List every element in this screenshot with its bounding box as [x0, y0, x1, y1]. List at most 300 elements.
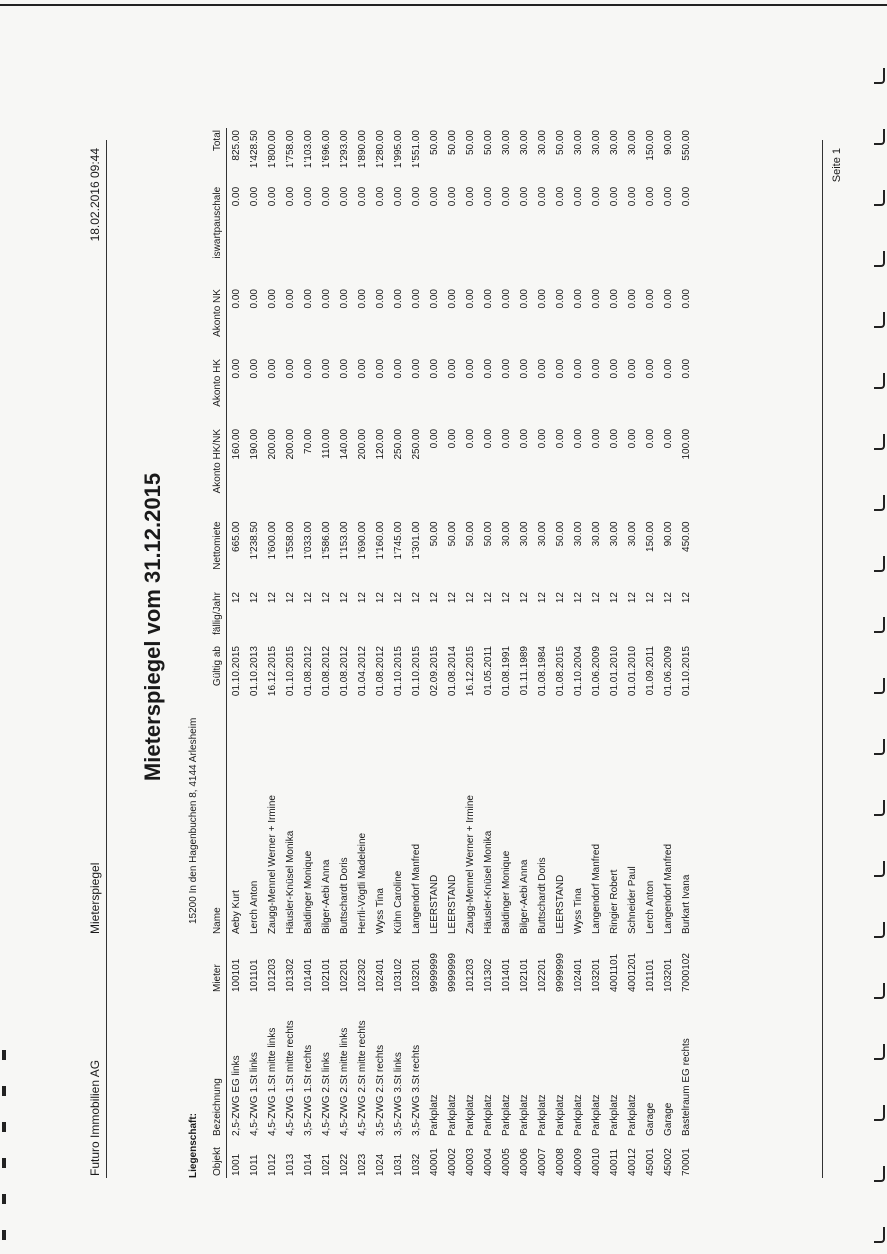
cell-faellig: 12: [446, 592, 458, 604]
cell-mieter: 4001201: [626, 953, 638, 992]
col-gueltig: Gültig ab: [212, 644, 227, 722]
cell-gueltig: 02.09.2015: [428, 646, 440, 697]
company-name: Futuro Immobilien AG: [88, 1059, 102, 1176]
cell-akonto-nk: 0.00: [536, 289, 548, 309]
cell-gueltig: 01.06.2009: [662, 646, 674, 697]
cell-mieter: 103201: [590, 958, 602, 992]
cell-gueltig: 01.10.2015: [230, 646, 242, 697]
cell-mieter: 101101: [248, 959, 260, 992]
cell-akonto-hknk: 70.00: [302, 428, 314, 454]
cell-pauschale: 0.00: [662, 186, 674, 207]
cell-pauschale: 0.00: [464, 186, 476, 207]
cell-bezeichnung: 4,5-ZWG 1.St mitte rechts: [284, 1020, 296, 1136]
cell-akonto-nk: 0.00: [284, 289, 296, 309]
cell-pauschale: 0.00: [428, 186, 440, 207]
cell-bezeichnung: Parkplatz: [572, 1094, 584, 1136]
cell-akonto-hk: 0.00: [266, 358, 278, 379]
cell-netto: 50.00: [464, 521, 476, 547]
cell-gueltig: 01.10.2004: [572, 646, 584, 697]
cell-pauschale: 0.00: [518, 186, 530, 207]
cell-name: Langendorf Manfred: [410, 843, 422, 935]
cell-netto: 50.00: [554, 521, 566, 547]
cell-objekt: 40012: [626, 1148, 638, 1176]
cell-akonto-nk: 0.00: [590, 289, 602, 309]
cell-total: 1'995.00: [392, 130, 404, 169]
cell-akonto-hk: 0.00: [356, 358, 368, 379]
table-row: [641, 128, 659, 1178]
cell-name: Lerch Anton: [644, 880, 656, 935]
cell-netto: 30.00: [572, 521, 584, 547]
cell-pauschale: 0.00: [446, 186, 458, 207]
cell-akonto-hk: 0.00: [338, 358, 350, 379]
cell-objekt: 1024: [374, 1153, 386, 1176]
cell-akonto-hk: 0.00: [662, 358, 674, 379]
cell-bezeichnung: Parkplatz: [590, 1094, 602, 1136]
cell-pauschale: 0.00: [266, 186, 278, 207]
cell-akonto-hknk: 0.00: [500, 428, 512, 449]
cell-total: 1'758.00: [284, 130, 296, 169]
cell-pauschale: 0.00: [356, 186, 368, 207]
cell-objekt: 40010: [590, 1148, 602, 1176]
cell-pauschale: 0.00: [536, 186, 548, 207]
cell-total: 550.00: [680, 130, 692, 161]
cell-netto: 1'745.00: [392, 521, 404, 560]
cell-name: Häusler-Knüsel Monika: [482, 830, 494, 935]
cell-total: 30.00: [536, 130, 548, 156]
cell-gueltig: 01.01.2010: [626, 646, 638, 697]
cell-gueltig: 01.08.2015: [554, 646, 566, 697]
cell-total: 825.00: [230, 130, 242, 161]
cell-akonto-nk: 0.00: [500, 289, 512, 309]
cell-faellig: 12: [644, 592, 656, 604]
cell-mieter: 9999999: [428, 953, 440, 992]
cell-akonto-nk: 0.00: [230, 289, 242, 309]
cell-mieter: 100101: [230, 958, 242, 992]
cell-bezeichnung: 4,5-ZWG 2.St links: [320, 1052, 332, 1136]
cell-objekt: 1031: [392, 1153, 404, 1176]
print-datetime: 18.02.2016 09:44: [88, 148, 102, 242]
cell-faellig: 12: [464, 592, 476, 604]
cell-faellig: 12: [590, 592, 602, 604]
cell-objekt: 45002: [662, 1148, 674, 1176]
cell-bezeichnung: Parkplatz: [500, 1094, 512, 1136]
cell-akonto-nk: 0.00: [680, 289, 692, 309]
table-row: [515, 128, 533, 1178]
cell-faellig: 12: [230, 592, 242, 604]
cell-akonto-hk: 0.00: [464, 358, 476, 379]
cell-objekt: 45001: [644, 1148, 656, 1176]
cell-netto: 1'153.00: [338, 521, 350, 560]
cell-akonto-hk: 0.00: [644, 358, 656, 379]
cell-netto: 450.00: [680, 521, 692, 552]
cell-gueltig: 01.11.1989: [518, 646, 530, 696]
cell-bezeichnung: Parkplatz: [608, 1094, 620, 1136]
cell-mieter: 7000102: [680, 953, 692, 992]
cell-objekt: 40008: [554, 1148, 566, 1176]
cell-netto: 30.00: [590, 521, 602, 547]
col-objekt: Objekt: [212, 1138, 227, 1178]
cell-objekt: 40004: [482, 1148, 494, 1176]
cell-mieter: 102201: [536, 958, 548, 992]
cell-objekt: 1001: [230, 1153, 242, 1176]
cell-netto: 30.00: [500, 521, 512, 547]
cell-bezeichnung: Parkplatz: [554, 1094, 566, 1136]
cell-total: 1'293.00: [338, 130, 350, 169]
cell-objekt: 40011: [608, 1148, 620, 1176]
cell-bezeichnung: Parkplatz: [482, 1094, 494, 1136]
cell-faellig: 12: [356, 592, 368, 604]
cell-akonto-hknk: 0.00: [518, 428, 530, 449]
cell-bezeichnung: Parkplatz: [428, 1094, 440, 1136]
cell-gueltig: 01.08.2012: [302, 646, 314, 697]
cell-faellig: 12: [320, 592, 332, 604]
cell-gueltig: 01.08.2012: [320, 646, 332, 697]
cell-mieter: 103201: [410, 958, 422, 992]
col-akonto-hknk: Akonto HK/NK: [212, 427, 227, 519]
cell-mieter: 102201: [338, 958, 350, 992]
cell-mieter: 4001101: [608, 953, 620, 992]
cell-akonto-hknk: 120.00: [374, 428, 386, 460]
cell-bezeichnung: 4,5-ZWG 2.St mitte rechts: [356, 1020, 368, 1136]
table-row: [623, 128, 641, 1178]
cell-akonto-hk: 0.00: [410, 358, 422, 379]
cell-gueltig: 01.10.2015: [392, 646, 404, 697]
cell-faellig: 12: [302, 592, 314, 604]
cell-bezeichnung: 3,5-ZWG 3.St links: [392, 1052, 404, 1136]
cell-faellig: 12: [338, 592, 350, 604]
cell-gueltig: 01.05.2011: [482, 646, 494, 696]
cell-faellig: 12: [554, 592, 566, 604]
cell-akonto-hk: 0.00: [680, 358, 692, 379]
table-header-row: [212, 128, 227, 1178]
cell-faellig: 12: [572, 592, 584, 604]
cell-akonto-hknk: 0.00: [626, 428, 638, 449]
cell-mieter: 101203: [464, 958, 476, 992]
cell-akonto-hknk: 110.00: [320, 428, 332, 459]
cell-faellig: 12: [284, 592, 296, 604]
cell-gueltig: 01.08.1984: [536, 646, 548, 697]
cell-akonto-hk: 0.00: [374, 358, 386, 379]
cell-akonto-nk: 0.00: [662, 289, 674, 309]
table-row: [353, 128, 371, 1178]
cell-akonto-hknk: 160.00: [230, 428, 242, 460]
cell-total: 1'280.00: [374, 130, 386, 169]
cell-objekt: 1013: [284, 1153, 296, 1176]
cell-akonto-hk: 0.00: [446, 358, 458, 379]
cell-akonto-nk: 0.00: [356, 289, 368, 309]
cell-total: 150.00: [644, 130, 656, 161]
cell-akonto-hknk: 250.00: [410, 428, 422, 460]
cell-netto: 1'586.00: [320, 521, 332, 560]
cell-gueltig: 01.04.2012: [356, 646, 368, 697]
cell-objekt: 1014: [302, 1153, 314, 1176]
cell-akonto-hknk: 200.00: [266, 428, 278, 460]
cell-akonto-hknk: 0.00: [464, 428, 476, 449]
cell-bezeichnung: Parkplatz: [464, 1094, 476, 1136]
col-bezeichnung: Bezeichnung: [212, 994, 227, 1138]
cell-name: Bilger-Aebi Anna: [518, 859, 530, 935]
cell-name: Buttschardt Doris: [338, 857, 350, 935]
cell-netto: 1'600.00: [266, 521, 278, 560]
cell-akonto-hknk: 140.00: [338, 428, 350, 460]
cell-netto: 665.00: [230, 521, 242, 552]
cell-faellig: 12: [536, 592, 548, 604]
cell-total: 50.00: [464, 130, 476, 156]
table-row: [317, 128, 335, 1178]
cell-akonto-nk: 0.00: [644, 289, 656, 309]
cell-pauschale: 0.00: [248, 186, 260, 207]
table-row: [227, 128, 246, 1178]
cell-netto: 30.00: [536, 521, 548, 547]
property-value: 15200 In den Hagenbuchen 8, 4144 Arlesheim: [188, 717, 199, 924]
rent-table: [212, 128, 695, 1178]
col-name: Name: [212, 722, 227, 936]
cell-faellig: 12: [500, 592, 512, 604]
cell-mieter: 102101: [518, 958, 530, 992]
col-netto: Nettomiete: [212, 519, 227, 590]
cell-akonto-hk: 0.00: [626, 358, 638, 379]
cell-mieter: 101302: [284, 958, 296, 992]
cell-akonto-hk: 0.00: [302, 358, 314, 379]
cell-objekt: 40005: [500, 1148, 512, 1176]
cell-pauschale: 0.00: [284, 186, 296, 207]
cell-name: Baldinger Monique: [302, 850, 314, 935]
cell-gueltig: 16.12.2015: [266, 646, 278, 697]
cell-objekt: 1022: [338, 1153, 350, 1176]
cell-name: Baldinger Monique: [500, 850, 512, 935]
cell-name: Buttschardt Doris: [536, 857, 548, 935]
cell-akonto-nk: 0.00: [374, 289, 386, 309]
table-row: [299, 128, 317, 1178]
col-total: Total: [212, 128, 227, 185]
table-row: [407, 128, 425, 1178]
cell-akonto-hknk: 0.00: [644, 428, 656, 449]
cell-netto: 1'238.50: [248, 521, 260, 560]
table-row: [479, 128, 497, 1178]
table-row: [443, 128, 461, 1178]
cell-akonto-nk: 0.00: [428, 289, 440, 309]
cell-pauschale: 0.00: [320, 186, 332, 207]
cell-gueltig: 01.10.2015: [680, 646, 692, 697]
col-faellig: fällig/Jahr: [212, 590, 227, 644]
table-row: [371, 128, 389, 1178]
table-row: [461, 128, 479, 1178]
cell-netto: 50.00: [482, 521, 494, 547]
cell-bezeichnung: Parkplatz: [446, 1094, 458, 1136]
cell-akonto-hknk: 250.00: [392, 428, 404, 460]
cell-objekt: 40002: [446, 1148, 458, 1176]
cell-mieter: 103102: [392, 958, 404, 992]
table-row: [389, 128, 407, 1178]
cell-mieter: 102302: [356, 958, 368, 992]
page-number: Seite 1: [831, 148, 843, 183]
cell-gueltig: 01.08.2014: [446, 646, 458, 697]
cell-faellig: 12: [680, 592, 692, 604]
cell-total: 50.00: [554, 130, 566, 156]
cell-mieter: 9999999: [554, 953, 566, 992]
cell-objekt: 40009: [572, 1148, 584, 1176]
cell-akonto-hk: 0.00: [482, 358, 494, 379]
cell-gueltig: 01.10.2013: [248, 646, 260, 697]
cell-objekt: 1012: [266, 1153, 278, 1176]
cell-akonto-hk: 0.00: [536, 358, 548, 379]
cell-bezeichnung: Garage: [644, 1102, 656, 1136]
cell-bezeichnung: 2,5-ZWG EG links: [230, 1055, 242, 1136]
cell-name: Aeby Kurt: [230, 890, 242, 935]
cell-netto: 1'301.00: [410, 521, 422, 560]
cell-akonto-hknk: 0.00: [446, 428, 458, 449]
cell-objekt: 1032: [410, 1153, 422, 1176]
cell-akonto-hknk: 200.00: [284, 428, 296, 460]
cell-total: 50.00: [482, 130, 494, 156]
cell-akonto-nk: 0.00: [572, 289, 584, 309]
cell-mieter: 102401: [374, 958, 386, 992]
cell-akonto-nk: 0.00: [626, 289, 638, 309]
cell-objekt: 40006: [518, 1148, 530, 1176]
cell-akonto-hk: 0.00: [518, 358, 530, 379]
cell-akonto-hknk: 0.00: [590, 428, 602, 449]
cell-pauschale: 0.00: [572, 186, 584, 207]
cell-name: LEERSTAND: [554, 874, 566, 935]
cell-akonto-hk: 0.00: [392, 358, 404, 379]
cell-name: Schneider Paul: [626, 866, 638, 935]
table-row: [605, 128, 623, 1178]
cell-pauschale: 0.00: [338, 186, 350, 207]
cell-objekt: 1023: [356, 1153, 368, 1176]
cell-netto: 1'558.00: [284, 521, 296, 560]
cell-gueltig: 01.08.2012: [374, 646, 386, 697]
cell-akonto-hknk: 0.00: [662, 428, 674, 449]
cell-name: Häusler-Knüsel Monika: [284, 830, 296, 935]
cell-akonto-hknk: 0.00: [572, 428, 584, 449]
cell-akonto-hknk: 190.00: [248, 428, 260, 460]
cell-akonto-hk: 0.00: [230, 358, 242, 379]
cell-pauschale: 0.00: [590, 186, 602, 207]
cell-objekt: 1011: [248, 1154, 260, 1176]
cell-faellig: 12: [410, 592, 422, 604]
cell-netto: 50.00: [428, 521, 440, 547]
table-row: [281, 128, 299, 1178]
cell-akonto-nk: 0.00: [608, 289, 620, 309]
header-divider: [106, 140, 107, 1178]
cell-bezeichnung: Parkplatz: [518, 1094, 530, 1136]
cell-netto: 50.00: [446, 521, 458, 547]
col-pauschale: iswartpauschale: [212, 185, 227, 287]
cell-akonto-hk: 0.00: [248, 358, 260, 379]
cell-akonto-hknk: 0.00: [554, 428, 566, 449]
cell-akonto-nk: 0.00: [410, 289, 422, 309]
cell-name: Burkart Ivana: [680, 874, 692, 935]
col-akonto-hk: Akonto HK: [212, 357, 227, 427]
cell-akonto-nk: 0.00: [446, 289, 458, 309]
cell-akonto-hknk: 0.00: [536, 428, 548, 449]
cell-total: 1'103.00: [302, 130, 314, 169]
cell-name: Zaugg-Mennel Werner + Irmine: [464, 795, 476, 935]
cell-total: 1'551.00: [410, 130, 422, 169]
cell-faellig: 12: [266, 592, 278, 604]
cell-akonto-nk: 0.00: [392, 289, 404, 309]
cell-mieter: 101203: [266, 958, 278, 992]
cell-pauschale: 0.00: [374, 186, 386, 207]
cell-faellig: 12: [626, 592, 638, 604]
cell-mieter: 9999999: [446, 953, 458, 992]
cell-name: Kühn Caroline: [392, 870, 404, 935]
cell-faellig: 12: [608, 592, 620, 604]
cell-bezeichnung: 3,5-ZWG 1.St rechts: [302, 1044, 314, 1136]
cell-total: 1'696.00: [320, 130, 332, 169]
cell-name: Wyss Tina: [572, 888, 584, 935]
cell-akonto-nk: 0.00: [248, 289, 260, 309]
footer-divider: [822, 140, 823, 1178]
table-row: [533, 128, 551, 1178]
cell-name: Ringier Robert: [608, 869, 620, 935]
cell-akonto-nk: 0.00: [320, 289, 332, 309]
cell-total: 1'800.00: [266, 130, 278, 169]
cell-objekt: 1021: [320, 1153, 332, 1176]
cell-mieter: 102401: [572, 958, 584, 992]
cell-akonto-hk: 0.00: [554, 358, 566, 379]
cell-netto: 1'033.00: [302, 521, 314, 560]
cell-gueltig: 01.10.2015: [410, 646, 422, 697]
cell-faellig: 12: [482, 592, 494, 604]
cell-name: Bilger-Aebi Anna: [320, 859, 332, 935]
cell-total: 1'890.00: [356, 130, 368, 169]
cell-bezeichnung: 3,5-ZWG 3.St rechts: [410, 1044, 422, 1136]
cell-gueltig: 01.06.2009: [590, 646, 602, 697]
cell-pauschale: 0.00: [554, 186, 566, 207]
cell-name: Herrli-Vögtli Madeleine: [356, 832, 368, 935]
col-mieter: Mieter: [212, 936, 227, 994]
cell-akonto-nk: 0.00: [482, 289, 494, 309]
cell-total: 50.00: [428, 130, 440, 156]
cell-faellig: 12: [248, 592, 260, 604]
cell-mieter: 103201: [662, 958, 674, 992]
cell-akonto-hk: 0.00: [320, 358, 332, 379]
cell-netto: 30.00: [626, 521, 638, 547]
cell-netto: 1'160.00: [374, 521, 386, 560]
cell-bezeichnung: 4,5-ZWG 1.St mitte links: [266, 1027, 278, 1136]
cell-bezeichnung: 4,5-ZWG 2.St mitte links: [338, 1027, 350, 1136]
cell-bezeichnung: 3,5-ZWG 2.St rechts: [374, 1044, 386, 1136]
cell-gueltig: 16.12.2015: [464, 646, 476, 697]
cell-total: 30.00: [518, 130, 530, 156]
cell-mieter: 101302: [482, 958, 494, 992]
cell-mieter: 102101: [320, 958, 332, 992]
cell-akonto-hk: 0.00: [284, 358, 296, 379]
cell-pauschale: 0.00: [410, 186, 422, 207]
cell-total: 30.00: [626, 130, 638, 156]
cell-total: 30.00: [572, 130, 584, 156]
cell-pauschale: 0.00: [230, 186, 242, 207]
cell-bezeichnung: Garage: [662, 1102, 674, 1136]
cell-name: Langendorf Manfred: [590, 843, 602, 935]
cell-akonto-nk: 0.00: [518, 289, 530, 309]
table-row: [497, 128, 515, 1178]
property-label: Liegenschaft:: [188, 1112, 199, 1178]
table-row: [587, 128, 605, 1178]
report-name: Mieterspiegel: [88, 862, 102, 934]
cell-pauschale: 0.00: [392, 186, 404, 207]
cell-bezeichnung: 4,5-ZWG 1.St links: [248, 1052, 260, 1136]
cell-pauschale: 0.00: [608, 186, 620, 207]
cell-name: Wyss Tina: [374, 888, 386, 935]
cell-name: LEERSTAND: [446, 874, 458, 935]
cell-akonto-hk: 0.00: [428, 358, 440, 379]
cell-objekt: 70001: [680, 1148, 692, 1176]
cell-pauschale: 0.00: [644, 186, 656, 207]
cell-gueltig: 01.09.2011: [644, 646, 656, 696]
cell-akonto-hknk: 0.00: [608, 428, 620, 449]
